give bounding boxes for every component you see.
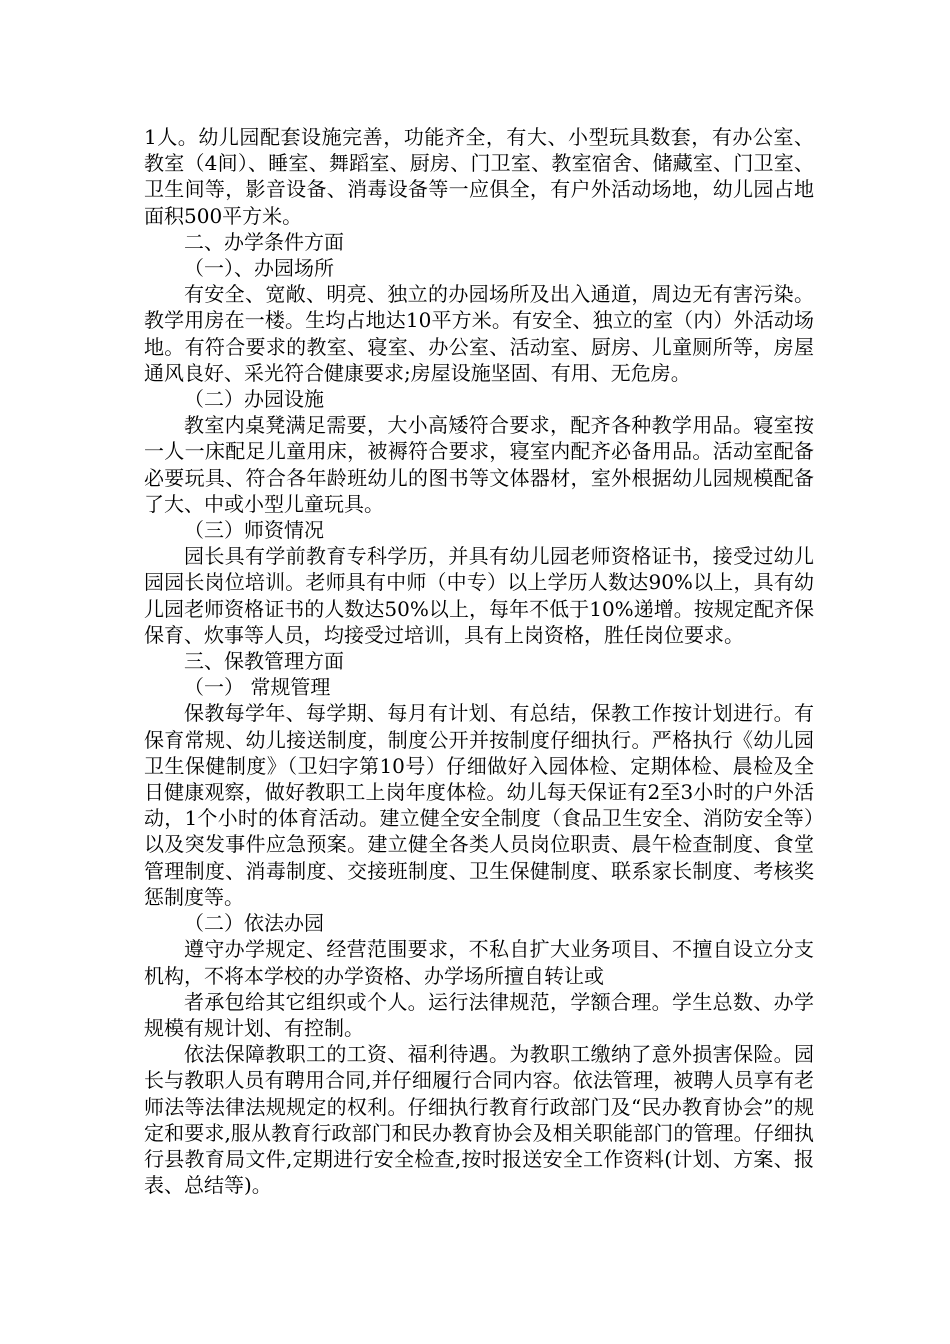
paragraph-facilities-intro: 1人。幼儿园配套设施完善，功能齐全，有大、小型玩具数套，有办公室、教室（4间）、睡室、舞蹈室、厨房、门卫室、教室宿舍、储藏室、门卫室、卫生间等，影音设备、消毒设备等一应俱全，有户外活动场地，幼儿园占地面积500平方米。 — [144, 125, 814, 228]
section-heading-school-conditions: 二、办学条件方面 — [184, 229, 344, 254]
paragraph-routine-management: 保教每学年、每学期、每月有计划、有总结，保教工作按计划进行。有保育常规、幼儿接送制度，制度公开并按制度仔细执行。严格执行《幼儿园卫生保健制度》（卫妇字第10号）仔细做好入园体检、定期体检、晨检及全日健康观察，做好教职工上岗年度体检。幼儿每天保证有2至3小时的户外活动，1个小时的体育活动。建立健全安全制度（食品卫生安全、消防安全等）以及突发事件应急预案。建立健全各类人员岗位职责、晨午检查制度、食堂管理制度、消毒制度、交接班制度、卫生保健制度、联系家长制度、考核奖惩制度等。 — [144, 701, 814, 909]
subheading-teaching-staff: （三）师资情况 — [184, 518, 324, 543]
paragraph-premises: 有安全、宽敞、明亮、独立的办园场所及出入通道，周边无有害污染。教学用房在一楼。生均占地达10平方米。有安全、独立的室（内）外活动场地。有符合要求的教室、寝室、办公室、活动室、厨房、儿童厕所等，房屋通风良好、采光符合健康要求;房屋设施坚固、有用、无危房。 — [144, 282, 814, 385]
subheading-premises: （一）、办园场所 — [184, 256, 334, 281]
subheading-equipment: （二）办园设施 — [184, 387, 324, 412]
paragraph-teaching-staff: 园长具有学前教育专科学历，并具有幼儿园老师资格证书，接受过幼儿园园长岗位培训。老师具有中师（中专）以上学历人数达90%以上，具有幼儿园老师资格证书的人数达50%以上，每年不低于10%递增。按规定配齐保保育、炊事等人员，均接受过培训，具有上岗资格，胜任岗位要求。 — [144, 544, 814, 647]
paragraph-lawful-operation-1: 遵守办学规定、经营范围要求，不私自扩大业务项目、不擅自设立分支机构，不将本学校的办学资格、办学场所擅自转让或 — [144, 937, 814, 988]
document-page — [144, 124, 814, 1198]
subheading-routine-management: （一） 常规管理 — [184, 675, 331, 700]
paragraph-lawful-operation-2: 者承包给其它组织或个人。运行法律规范，学额合理。学生总数、办学规模有规计划、有控制。 — [144, 989, 814, 1040]
section-heading-care-education: 三、保教管理方面 — [184, 649, 344, 674]
subheading-lawful-operation: （二）依法办园 — [184, 911, 324, 936]
paragraph-equipment: 教室内桌凳满足需要，大小高矮符合要求，配齐各种教学用品。寝室按一人一床配足儿童用床，被褥符合要求，寝室内配齐必备用品。活动室配备必要玩具、符合各年龄班幼儿的图书等文体器材，室外根据幼儿园规模配备了大、中或小型儿童玩具。 — [144, 413, 814, 516]
paragraph-staff-rights: 依法保障教职工的工资、福利待遇。为教职工缴纳了意外损害保险。园长与教职人员有聘用合同,并仔细履行合同内容。依法管理，被聘人员享有老师法等法律法规规定的权利。仔细执行教育行政部门及“民办教育协会”的规定和要求,服从教育行政部门和民办教育协会及相关职能部门的管理。仔细执行县教育局文件,定期进行安全检查,按时报送安全工作资料(计划、方案、报表、总结等)。 — [144, 1042, 814, 1198]
